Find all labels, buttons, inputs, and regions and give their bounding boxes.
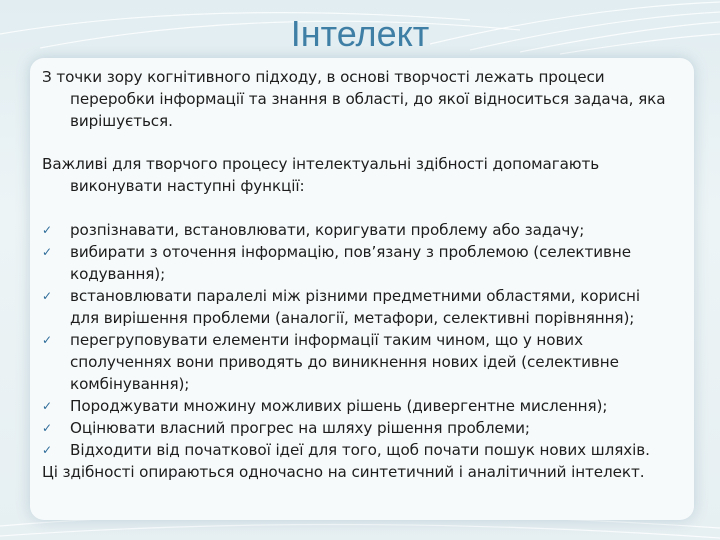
list-item [42, 417, 672, 439]
checkmark-icon: ✓ [42, 289, 52, 303]
slide-title: Інтелект [290, 13, 430, 54]
list-item [42, 395, 672, 417]
checkmark-icon: ✓ [42, 399, 52, 413]
list-item [42, 219, 672, 241]
closing-paragraph: Ці здібності опираються одночасно на синтетичний і аналітичний інтелект. [42, 463, 645, 481]
slide-content [42, 66, 672, 483]
list-item [42, 241, 672, 285]
list-item-text: Відходити від початкової ідеї для того, щоб почати пошук нових шляхів. [70, 441, 650, 459]
list-item-text: Породжувати множину можливих рішень (дивергентне мислення); [70, 397, 608, 415]
list-item-text: встановлювати паралелі між різними предметними областями, корисні для вирішення проблеми (аналогії, метафори, селективні порівняння); [70, 287, 640, 327]
functions-list [42, 219, 672, 461]
checkmark-icon: ✓ [42, 443, 52, 457]
list-item [42, 329, 672, 395]
checkmark-icon: ✓ [42, 333, 52, 347]
intro-paragraph: З точки зору когнітивного підходу, в основі творчості лежать процеси переробки інформації та знання в області, до якої відноситься задача, яка вирішується. [42, 68, 666, 130]
checkmark-icon: ✓ [42, 245, 52, 259]
list-item-text: перегруповувати елементи інформації таким чином, що у нових сполученнях вони приводять до виникнення нових ідей (селективне комбінування); [70, 331, 619, 393]
list-item [42, 285, 672, 329]
checkmark-icon: ✓ [42, 421, 52, 435]
list-item-text: Оцінювати власний прогрес на шляху рішення проблеми; [70, 419, 530, 437]
list-item-text: розпізнавати, встановлювати, коригувати проблему або задачу; [70, 221, 585, 239]
lead-paragraph: Важливі для творчого процесу інтелектуальні здібності допомагають виконувати наступні функції: [42, 155, 600, 195]
list-item-text: вибирати з оточення інформацію, пов’язану з проблемою (селективне кодування); [70, 243, 631, 283]
list-item [42, 439, 672, 461]
checkmark-icon: ✓ [42, 223, 52, 237]
